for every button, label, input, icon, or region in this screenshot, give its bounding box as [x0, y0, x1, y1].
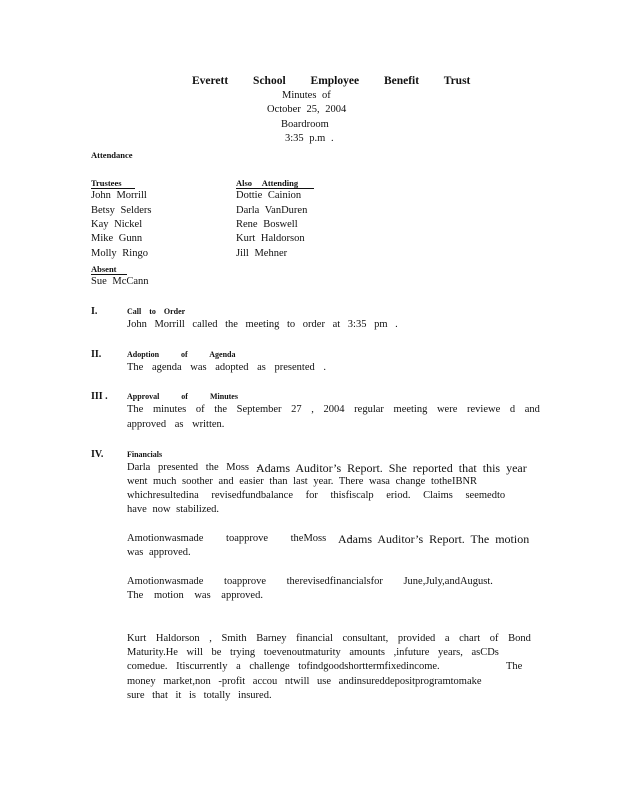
section-heading-approval-of-minutes: Approval of Minutes	[127, 392, 238, 401]
also-attending-name: Darla VanDuren	[236, 205, 308, 216]
financials-text: money market,non -profit accou ntwill use andinsureddepositprogramtomake	[127, 676, 482, 687]
financials-text: was approved.	[127, 547, 191, 558]
attendance-heading: Attendance	[91, 150, 133, 160]
also-attending-name: Dottie Cainion	[236, 190, 302, 201]
trustee-name: John Morrill	[91, 190, 147, 201]
section-heading-adoption-of-agenda: Adoption of Agenda	[127, 350, 236, 359]
absent-heading-underline	[91, 274, 127, 275]
also-attending-name: Kurt Haldorson	[236, 233, 305, 244]
trustee-name: Kay Nickel	[91, 219, 143, 230]
financials-text: Adams Auditor’s Report. The motion	[338, 532, 530, 546]
section-number: III .	[91, 391, 108, 402]
trustees-heading-underline	[91, 188, 135, 189]
document-title: Everett School Employee Benefit Trust	[192, 75, 471, 87]
section-text: The minutes of the September 27 , 2004 regular meeting were reviewe d and	[127, 404, 540, 415]
financials-text: Adams Auditor’s Report. She reported that this year	[256, 461, 527, 475]
section-number: II.	[91, 349, 102, 360]
financials-text: whichresultedina revisedfundbalance for thisfiscalp eriod. Claims seemedto	[127, 490, 506, 501]
meeting-date: October 25, 2004	[267, 104, 347, 115]
financials-text: Kurt Haldorson , Smith Barney financial consultant, provided a chart of Bond	[127, 633, 531, 644]
trustees-heading: Trustees	[91, 178, 122, 188]
financials-text: The motion was approved.	[127, 590, 263, 601]
also-attending-name: Rene Boswell	[236, 219, 298, 230]
meeting-time: 3:35 p.m .	[285, 133, 334, 144]
minutes-of-line: Minutes of	[282, 90, 331, 101]
absent-name: Sue McCann	[91, 276, 149, 287]
trustee-name: Betsy Selders	[91, 205, 152, 216]
section-heading-call-to-order: Call to Order	[127, 307, 186, 316]
absent-heading: Absent	[91, 264, 117, 274]
also-attending-name: Jill Mehner	[236, 248, 288, 259]
financials-text: comedue. Itiscurrently a challenge tofindgoodshorttermfixedincome.	[127, 661, 440, 672]
financials-text: Maturity.He will be trying toevenoutmaturity amounts ,infuture years, asCDs	[127, 647, 499, 658]
financials-text: have now stabilized.	[127, 504, 220, 515]
meeting-location: Boardroom	[281, 119, 329, 130]
section-text: The agenda was adopted as presented .	[127, 362, 326, 373]
trustee-name: Molly Ringo	[91, 248, 148, 259]
section-heading-financials: Financials	[127, 450, 163, 459]
also-attending-heading: Also Attending	[236, 178, 299, 188]
financials-text: Amotionwasmade toapprove theMoss -	[127, 533, 353, 544]
section-number: IV.	[91, 449, 104, 460]
financials-text: Darla presented the Moss -	[127, 462, 261, 473]
section-number: I.	[91, 306, 98, 317]
section-text: John Morrill called the meeting to order at 3:35 pm .	[127, 319, 398, 330]
trustee-name: Mike Gunn	[91, 233, 143, 244]
financials-text: The	[506, 661, 523, 672]
also-attending-underline	[236, 188, 314, 189]
financials-text: Amotionwasmade toapprove therevisedfinancialsfor June,July,andAugust.	[127, 576, 493, 587]
financials-text: sure that it is totally insured.	[127, 690, 272, 701]
section-text: approved as written.	[127, 419, 225, 430]
financials-text: went much soother and easier than last year. There wasa change totheIBNR	[127, 476, 478, 487]
